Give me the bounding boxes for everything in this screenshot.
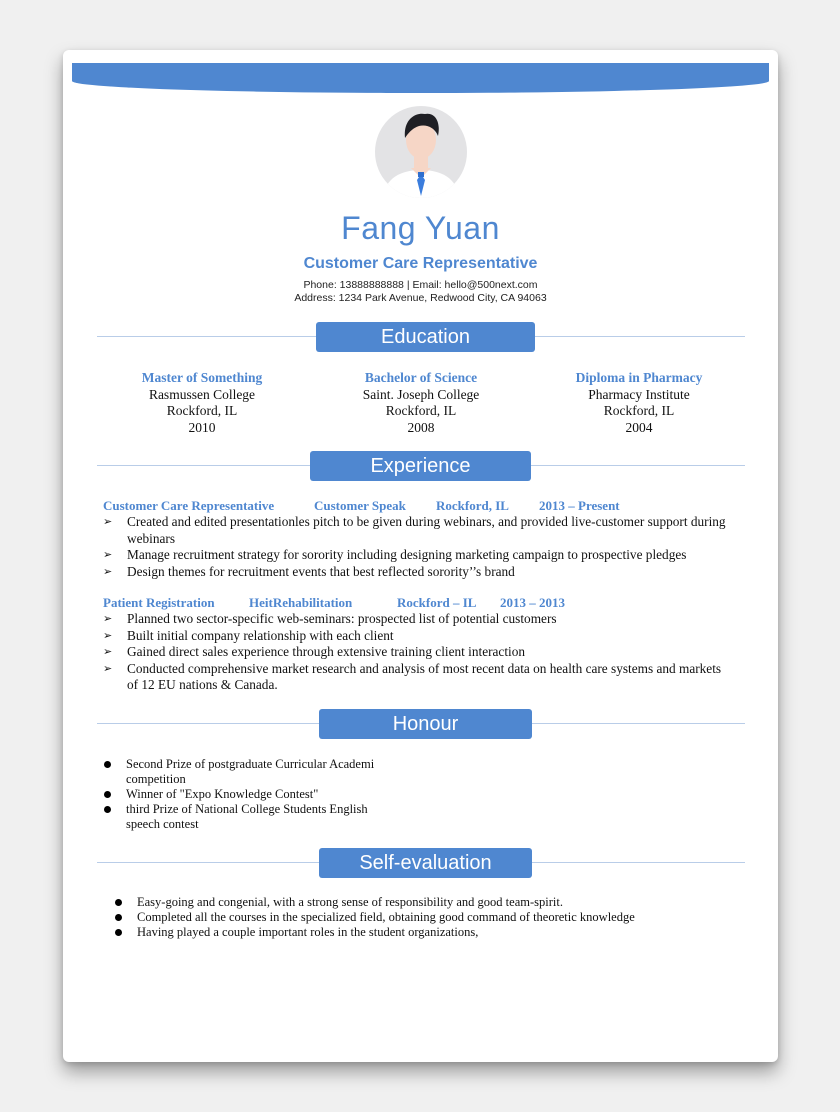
job-bullets <box>103 514 733 580</box>
school: Saint. Joseph College <box>362 386 480 402</box>
bullet-text: Planned two sector-specific web-seminars: prospected list of potential customers <box>127 611 557 626</box>
bullet-dot-icon <box>104 761 111 768</box>
list-item <box>103 564 733 581</box>
evaluation-text: Easy-going and congenial, with a strong sense of responsibility and good team-spirit. <box>137 895 563 909</box>
address-line: Address: 1234 Park Avenue, Redwood City, CA 94063 <box>294 292 547 304</box>
honour-text: Second Prize of postgraduate Curricular Academi competition <box>126 757 375 786</box>
honour-text: Winner of "Expo Knowledge Contest" <box>126 787 319 801</box>
bullet-text: Built initial company relationship with each client <box>127 627 394 643</box>
list-item <box>103 611 733 628</box>
job-location: Rockford – IL <box>397 595 477 610</box>
job-role: Customer Care Representative <box>103 498 275 513</box>
arrow-bullet-icon: ➢ <box>103 515 113 528</box>
bullet-text: Manage recruitment strategy for sorority including designing marketing campaign to prospective pledges <box>127 547 687 562</box>
header-band <box>72 63 769 93</box>
arrow-bullet-icon: ➢ <box>103 548 113 561</box>
education-tab: Education <box>316 322 535 352</box>
job-title: Customer Care Representative <box>303 255 538 272</box>
honour-header <box>97 709 745 739</box>
list-item <box>103 644 733 661</box>
experience-tab: Experience <box>310 451 531 481</box>
location: Rockford, IL <box>166 403 238 418</box>
evaluation-text: Having played a couple important roles in the student organizations, <box>137 925 479 939</box>
bullet-dot-icon <box>115 914 122 921</box>
bullet-dot-icon <box>104 806 111 813</box>
candidate-name: Fang Yuan <box>341 210 500 246</box>
bullet-dot-icon <box>115 899 122 906</box>
job-dates: 2013 – 2013 <box>500 595 565 610</box>
evaluation-text: Completed all the courses in the specialized field, obtaining good command of theoretic knowledge <box>137 910 635 924</box>
job-location: Rockford, IL <box>436 498 509 513</box>
education-item <box>539 370 739 436</box>
list-item <box>103 661 733 694</box>
honour-text: third Prize of National College Students English speech contest <box>126 802 368 831</box>
degree: Bachelor of Science <box>364 370 478 385</box>
year: 2008 <box>407 419 435 435</box>
arrow-bullet-icon: ➢ <box>103 645 113 658</box>
list-item <box>103 628 733 645</box>
arrow-bullet-icon: ➢ <box>103 628 113 642</box>
job-company: HeitRehabilitation <box>249 595 353 610</box>
education-item <box>102 370 302 436</box>
list-item <box>103 547 733 564</box>
list-item <box>104 802 404 832</box>
job-company: Customer Speak <box>314 498 406 513</box>
bullet-text: Conducted comprehensive market research and analysis of most recent data on health care systems and markets of 12 EU nations & Canada. <box>127 660 722 692</box>
degree: Diploma in Pharmacy <box>575 370 703 385</box>
bullet-dot-icon <box>104 791 111 798</box>
job-role: Patient Registration <box>103 595 215 610</box>
bullet-text: Created and edited presentationles pitch to be given during webinars, and provided live-customer support during webinars <box>127 514 726 546</box>
job-bullets <box>103 611 733 694</box>
bullet-text: Gained direct sales experience through extensive training client interaction <box>127 644 526 659</box>
list-item <box>104 787 404 802</box>
list-item <box>115 910 735 925</box>
list-item <box>104 757 404 787</box>
education-header <box>97 322 745 352</box>
arrow-bullet-icon: ➢ <box>103 612 113 625</box>
honour-list <box>104 757 404 832</box>
avatar <box>375 106 467 198</box>
list-item <box>115 895 735 910</box>
arrow-bullet-icon: ➢ <box>103 661 113 675</box>
degree: Master of Something <box>141 370 263 385</box>
school: Rasmussen College <box>148 386 256 402</box>
location: Rockford, IL <box>385 403 457 418</box>
self-evaluation-header <box>97 848 745 878</box>
bullet-dot-icon <box>115 929 122 936</box>
honour-tab: Honour <box>319 709 532 739</box>
year: 2010 <box>188 419 216 435</box>
job-dates: 2013 – Present <box>539 498 620 513</box>
year: 2004 <box>625 419 653 435</box>
education-item <box>321 370 521 436</box>
self-evaluation-tab: Self-evaluation <box>319 848 532 878</box>
bullet-text: Design themes for recruitment events that best reflected sorority’’s brand <box>127 563 515 579</box>
contact-line: Phone: 13888888888 | Email: hello@500next.com <box>303 279 538 291</box>
list-item <box>103 514 733 547</box>
arrow-bullet-icon: ➢ <box>103 564 113 578</box>
self-evaluation-list <box>115 895 735 940</box>
list-item <box>115 925 735 940</box>
resume-page <box>63 50 778 1062</box>
school: Pharmacy Institute <box>588 386 690 402</box>
location: Rockford, IL <box>603 403 675 418</box>
experience-header <box>97 451 745 481</box>
